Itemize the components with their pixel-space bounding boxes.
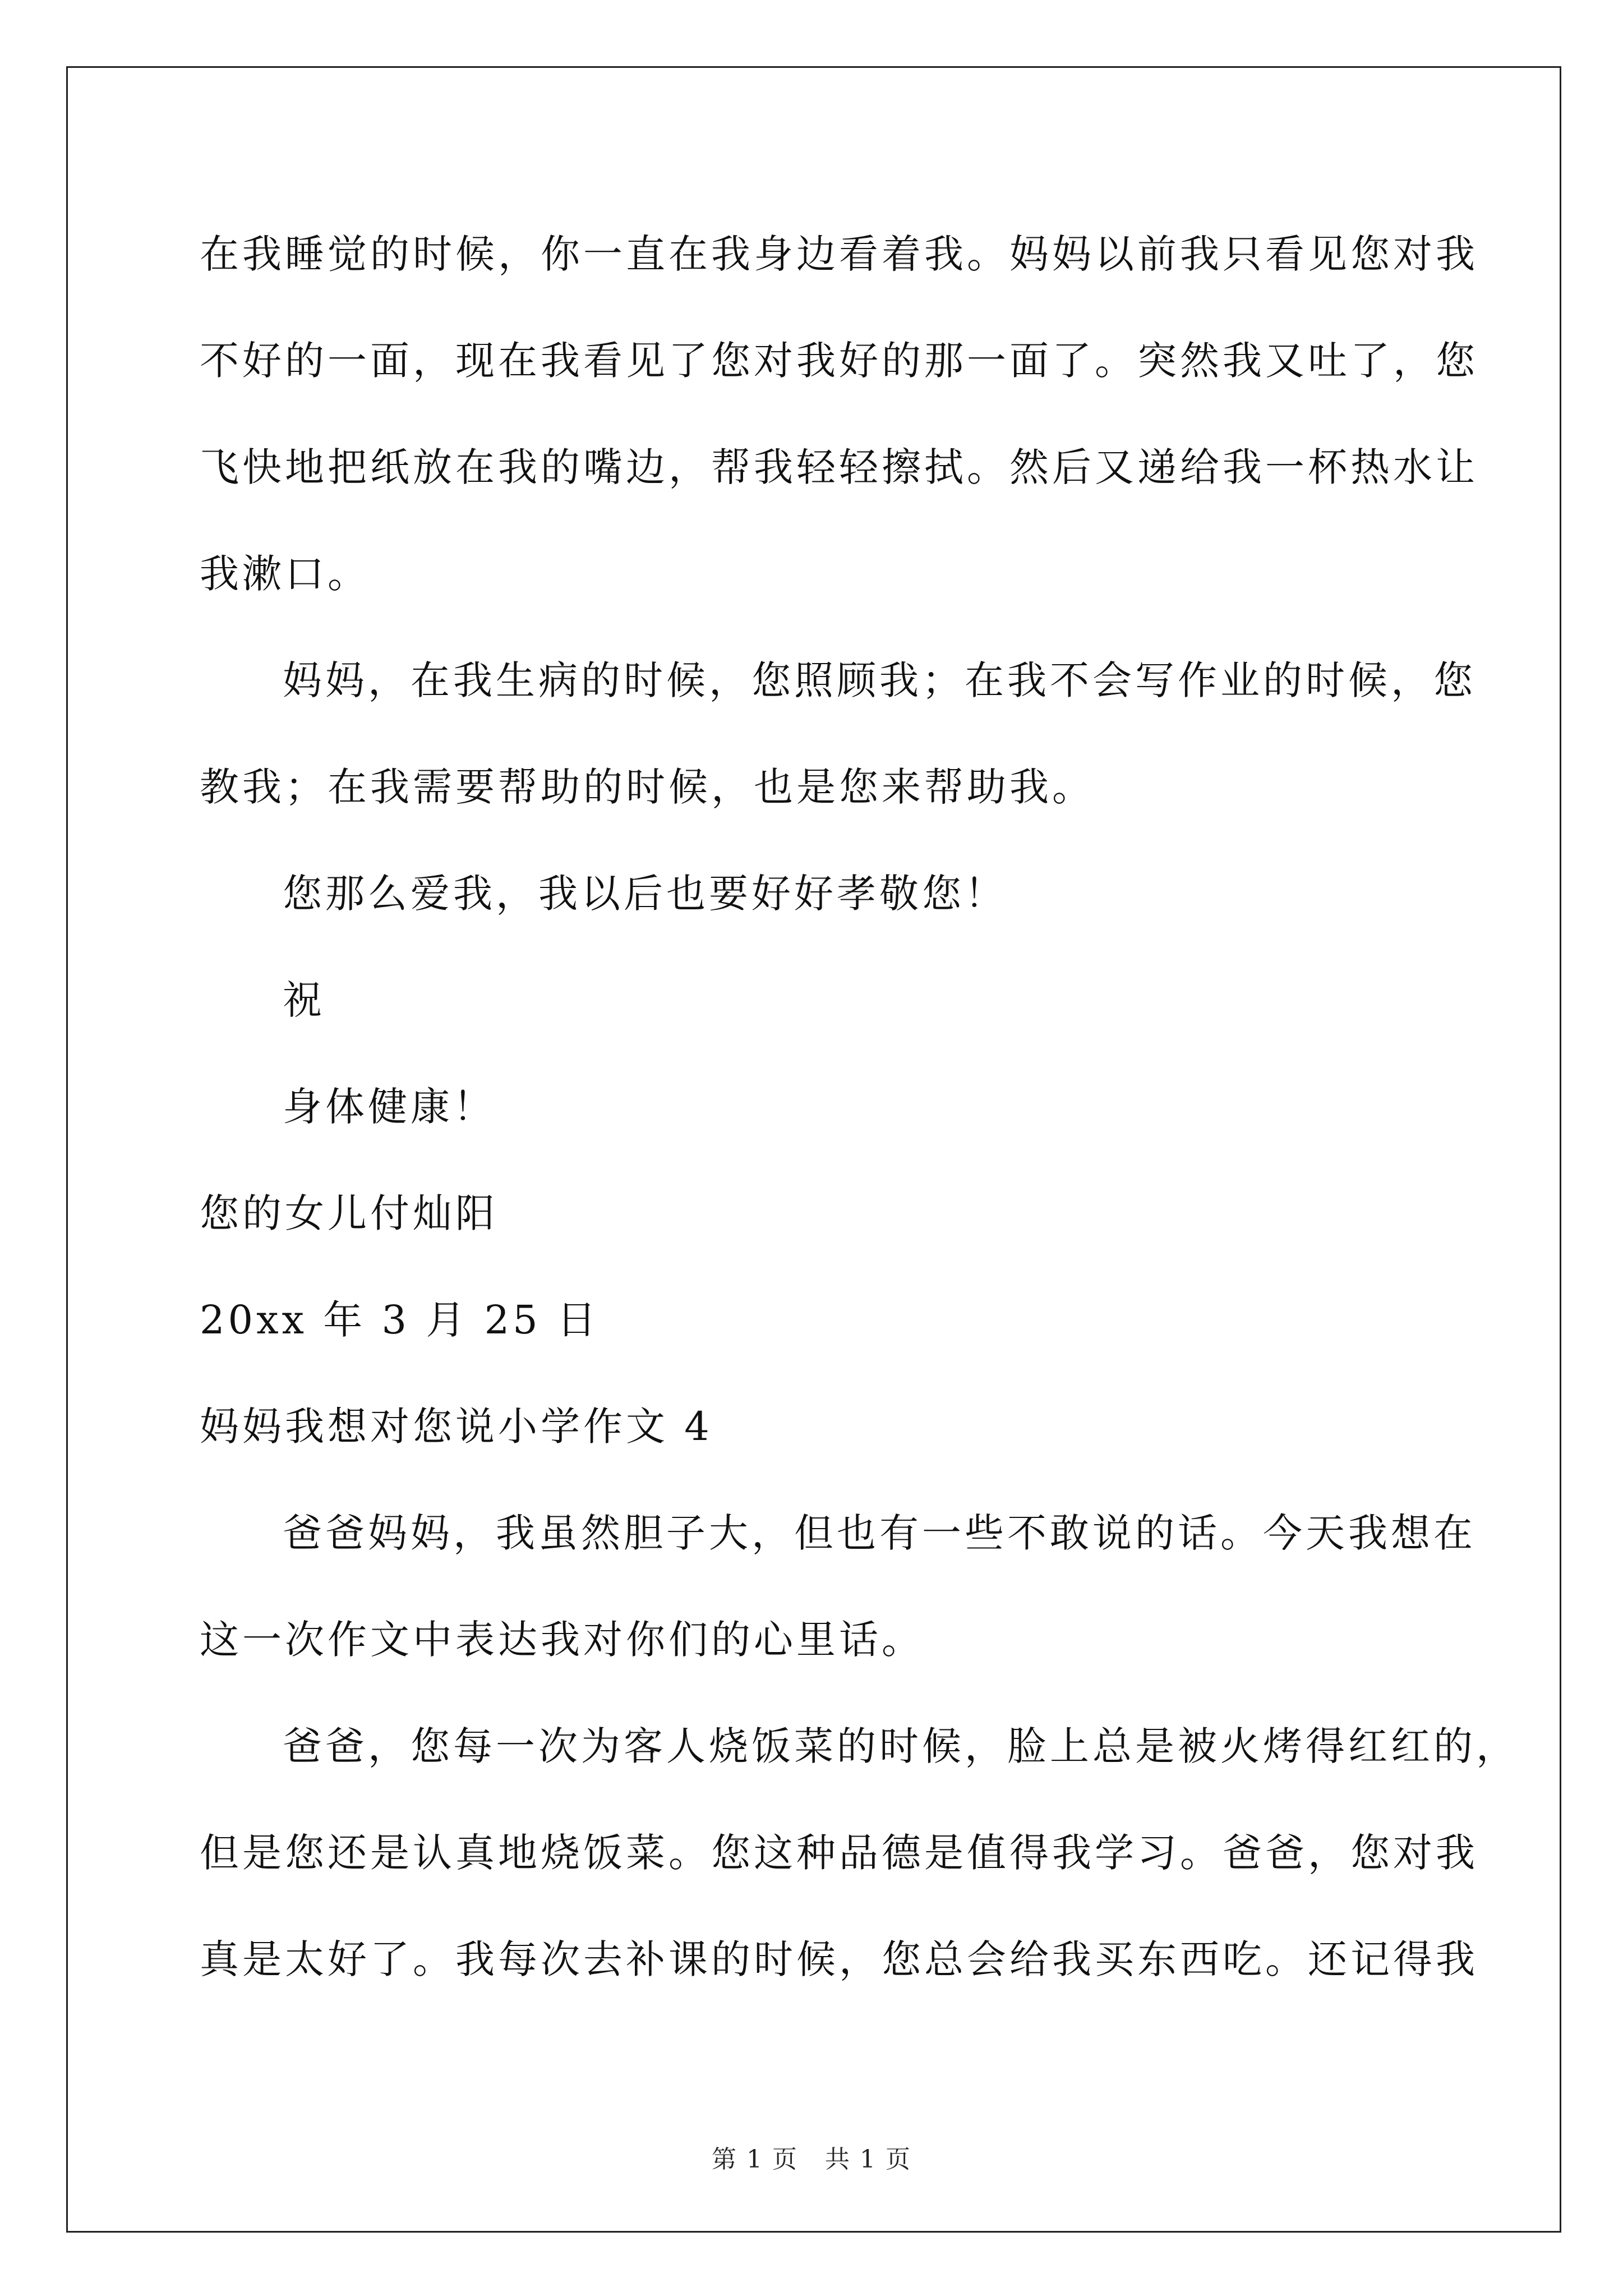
text-line: 这一次作文中表达我对你们的心里话。 <box>200 1617 924 1663</box>
text-line: 妈妈，在我生病的时候，您照顾我；在我不会写作业的时候，您 <box>283 657 1476 703</box>
page-total: 共 1 页 <box>825 2145 911 2174</box>
text-line: 在我睡觉的时候，你一直在我身边看着我。妈妈以前我只看见您对我 <box>200 231 1478 277</box>
text-line: 我漱口。 <box>200 551 370 597</box>
text-line: 不好的一面，现在我看见了您对我好的那一面了。突然我又吐了，您 <box>200 338 1478 384</box>
wish-line: 身体健康！ <box>283 1084 496 1130</box>
page-number: 第 1 页 <box>712 2145 798 2174</box>
text-line: 飞快地把纸放在我的嘴边，帮我轻轻擦拭。然后又递给我一杯热水让 <box>200 444 1478 490</box>
page-footer <box>0 2139 1623 2175</box>
date-line: 20xx 年 3 月 25 日 <box>200 1297 600 1343</box>
text-line: 教我；在我需要帮助的时候，也是您来帮助我。 <box>200 764 1095 810</box>
signature-line: 您的女儿付灿阳 <box>200 1190 498 1236</box>
text-line: 真是太好了。我每次去补课的时候，您总会给我买东西吃。还记得我 <box>200 1936 1478 1982</box>
salutation-line: 祝 <box>283 977 325 1023</box>
page-border <box>66 66 1561 2233</box>
text-line: 但是您还是认真地烧饭菜。您这种品德是值得我学习。爸爸，您对我 <box>200 1830 1478 1876</box>
section-heading: 妈妈我想对您说小学作文 4 <box>200 1404 713 1450</box>
text-line: 爸爸，您每一次为客人烧饭菜的时候，脸上总是被火烤得红红的， <box>283 1723 1519 1769</box>
text-line: 爸爸妈妈，我虽然胆子大，但也有一些不敢说的话。今天我想在 <box>283 1510 1476 1556</box>
text-line: 您那么爱我，我以后也要好好孝敬您！ <box>283 871 1007 917</box>
